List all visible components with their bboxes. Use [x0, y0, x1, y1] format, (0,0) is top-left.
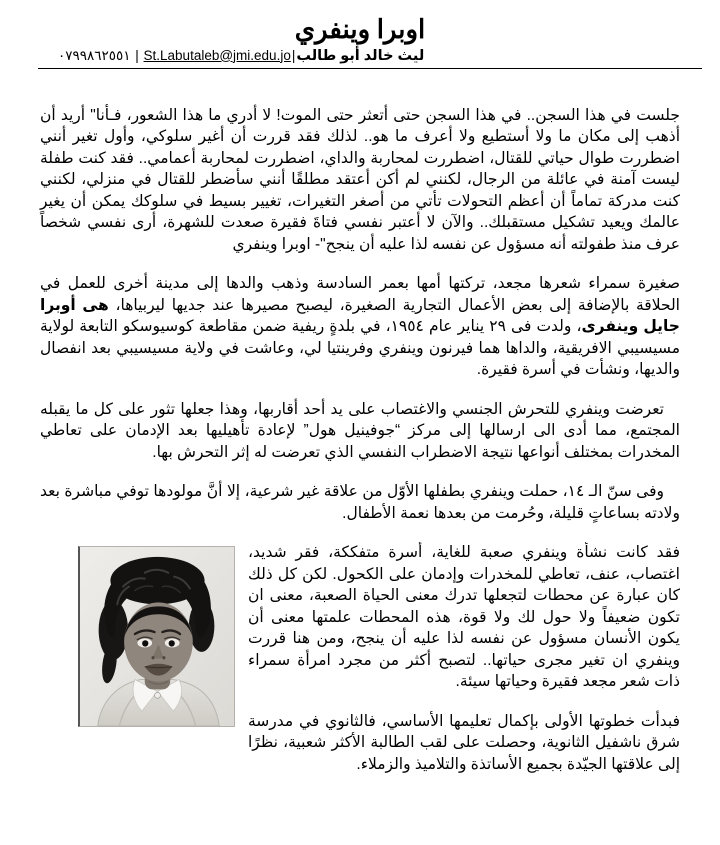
byline: [40, 47, 680, 65]
phone-number: ٠٧٩٩٨٦٢٥٥١: [58, 47, 131, 63]
paragraph-hard-childhood: فقد كانت نشأة وينفري صعبة للغاية، أسرة متفككة، فقر شديد، اغتصاب، عنف، تعاطي للمخدرات وإدمان على الكحول. لكن كل ذلك كان عبارة عن محطات لتجعلها تدرك معنى الحياة الصعبة، معنى ان تكون ضعيفاً ولا حول لك ولا قوة، هذه المحطات علمتها معنى أن يكون الأنسان مسؤول عن نفسه لذا عليه أن ينجح، ومن هنا قررت وينفري ان تغير مجرى حياتها.. لتصبح أكثر من مجرد امرأة سمراء ذات شعر مجعد فقيرة وحياتها سيئة.: [248, 544, 680, 691]
paragraph-first-child: وفى سنّ الـ ١٤، حملت وينفري بطفلها الأوّل من علاقة غير شرعية، إلا أنَّ مولودها توفي مباشرة بعد ولادته بساعاتٍ قليلة، وحُرمت من بعدها نعمة الأطفال.: [40, 483, 680, 522]
paragraph-early-life: صغيرة سمراء شعرها مجعد، تركتها أمها بعمر السادسة وذهب والدها إلى مدينة أخرى للعمل في الحلاقة بالإضافة إلى بعض الأعمال التجارية الصغيرة، ليصبح مصيرها عند جديها ليربياها، هى أوبرا جايل وينفرى، ولدت فى ٢٩ يناير عام ١٩٥٤، في بلدةٍ ريفية ضمن مقاطعة كوسيوسكو التابعة لولاية مسيسيبي الافريقية، والداها هما فيرنون وينفري وفرينتيا لي، وعاشت في ولاية مسيسيبي بعد انفصال والديها، ونشأت في أسرة فقيرة.: [40, 275, 680, 379]
page-title: اوبرا وينفري: [294, 15, 426, 44]
byline-separator: |: [291, 47, 296, 63]
paragraph-abuse: تعرضت وينفري للتحرش الجنسي والاغتصاب على يد أحد أقاربها، وهذا جعلها تثور على كل ما يقبله المجتمع، مما أدى الى ارسالها إلى مركز “جوفينيل هول” لإعادة تأهيليها بعد الإدمان على تعاطي المخدرات بمختلف أنواعها نتيجة الاضطراب النفسي الذي تعرضت له إثر التحرش بها.: [40, 400, 680, 461]
paragraph-education: فبدأت خطوتها الأولى بإكمال تعليمها الأساسي، فالثانوي في مدرسة شرق ناشفيل الثانوية، وحصلت على لقب الطالبة الأكثر شعبية، نظرًا إلى علاقتها الجيّدة بجميع الأساتذة والتلاميذ والزملاء.: [248, 712, 680, 773]
author-name: ليث خالد أبو طالب: [296, 47, 425, 64]
child-portrait-illustration: [80, 547, 234, 726]
byline-separator: |: [131, 47, 143, 63]
email-link[interactable]: St.Labutaleb@jmi.edu.jo: [143, 47, 291, 63]
header-rule: [38, 68, 702, 69]
child-portrait-photo: [78, 546, 235, 727]
document-body: [40, 105, 680, 794]
paragraph-quote: جلست في هذا السجن.. في هذا السجن حتى أتعثر حتى الموت! لا أدري ما هذا الشعور، فـأنا" أريد أن أذهب إلى مكان ما ولا أستطيع ولا أعرف ما هو.. لذلك فقد قررت أن أغير سلوكي، وأول تغير أنني اضطررت طوال حياتي للقتال، اضطررت لمحاربة والداي، اضطررت لمحاربة أعمامي.. فقد كنت طفلة ليست آمنة في عائلة من الرجال، لكنني لم أكن أعتقد مطلقًا أنني سأضطر للقتال في منزلي، لكنني كنت مدركة تماماً أن أعظم التحولات تأتي من أصغر التغيرات، تغيير بسيط في سلوكك يمكن أن يغير عالمك ويعيد تشكيل مستقبلك.. والآن لا أعتبر نفسي فتاةَ فقيرة صعدت للشهرة، أرى نفسي شخصاً عرف منذ طفولته أنه مسؤول عن نفسه لذا عليه أن ينجح"- اوبرا وينفري: [40, 106, 680, 253]
photo-section: [40, 542, 680, 793]
